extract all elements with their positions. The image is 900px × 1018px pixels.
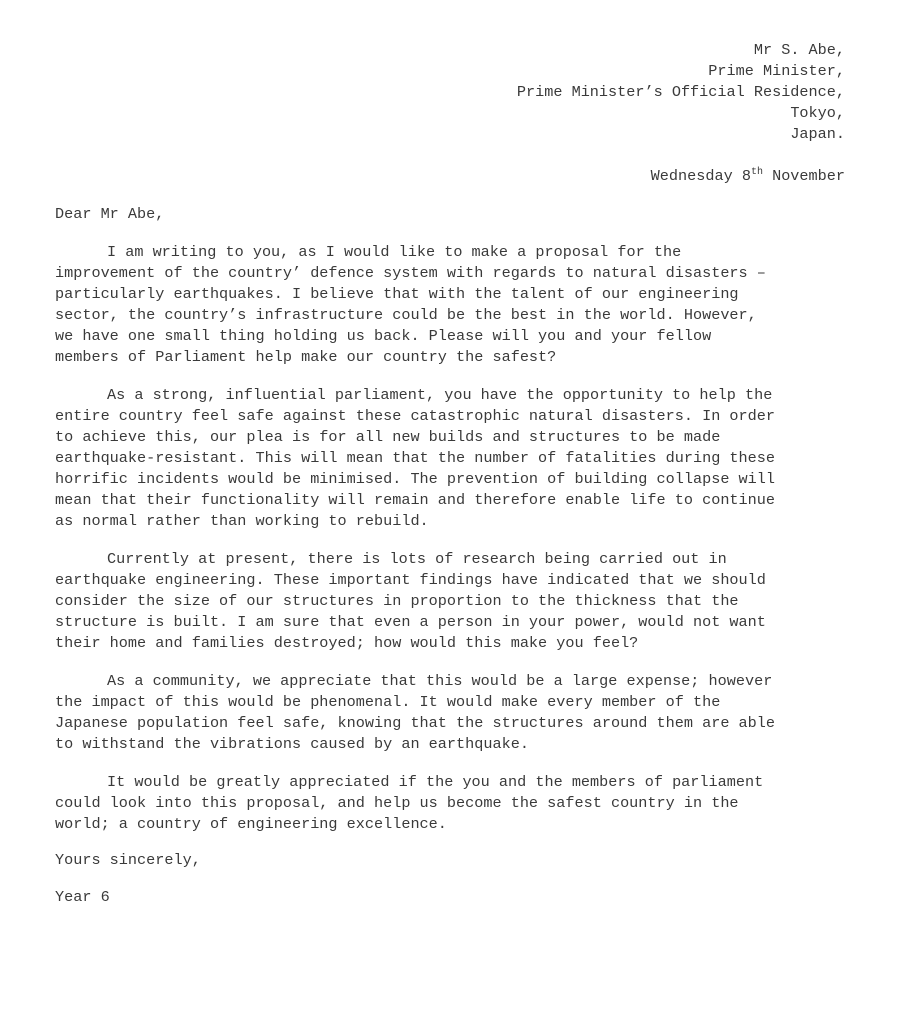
- paragraph-line: I am writing to you, as I would like to make a proposal for the: [107, 243, 682, 261]
- date-day: 8: [741, 167, 751, 185]
- paragraph-line: could look into this proposal, and help us become the safest country in the: [55, 794, 739, 812]
- paragraph-line: the impact of this would be phenomenal. It would make every member of the: [55, 693, 721, 711]
- salutation: Dear Mr Abe,: [55, 205, 165, 223]
- paragraph-line: mean that their functionality will remain and therefore enable life to continue: [55, 491, 776, 509]
- paragraph-line: horrific incidents would be minimised. The prevention of building collapse will: [55, 470, 776, 488]
- date-month: November: [772, 167, 845, 185]
- paragraph-line: sector, the country’s infrastructure could be the best in the world. However,: [55, 306, 757, 324]
- paragraph-line: we have one small thing holding us back. Please will you and your fellow: [55, 327, 712, 345]
- letter-date: [55, 166, 845, 187]
- paragraph-line: As a strong, influential parliament, you have the opportunity to help the: [107, 386, 773, 404]
- body-paragraph-5: [55, 772, 845, 835]
- paragraph-line: entire country feel safe against these catastrophic natural disasters. In order: [55, 407, 776, 425]
- body-paragraph-4: [55, 671, 845, 755]
- signature: Year 6: [55, 888, 110, 906]
- paragraph-line: structure is built. I am sure that even a person in your power, would not want: [55, 613, 766, 631]
- paragraph-line: members of Parliament help make our country the safest?: [55, 348, 557, 366]
- paragraph-line: consider the size of our structures in proportion to the thickness that the: [55, 592, 739, 610]
- paragraph-line: improvement of the country’ defence system with regards to natural disasters –: [55, 264, 766, 282]
- paragraph-line: Currently at present, there is lots of research being carried out in: [107, 550, 727, 568]
- address-line-city: Tokyo,: [790, 104, 845, 122]
- date-weekday: Wednesday: [650, 167, 733, 185]
- address-line-name: Mr S. Abe,: [753, 41, 845, 59]
- body-paragraph-1: [55, 242, 845, 368]
- address-line-country: Japan.: [790, 125, 845, 143]
- address-line-title: Prime Minister,: [708, 62, 845, 80]
- paragraph-line: As a community, we appreciate that this would be a large expense; however: [107, 672, 773, 690]
- paragraph-line: earthquake engineering. These important findings have indicated that we should: [55, 571, 766, 589]
- paragraph-line: to achieve this, our plea is for all new builds and structures to be made: [55, 428, 721, 446]
- paragraph-line: earthquake-resistant. This will mean that the number of fatalities during these: [55, 449, 776, 467]
- paragraph-line: as normal rather than working to rebuild.: [55, 512, 429, 530]
- recipient-address: [55, 40, 845, 145]
- paragraph-line: It would be greatly appreciated if the you and the members of parliament: [107, 773, 764, 791]
- paragraph-line: their home and families destroyed; how would this make you feel?: [55, 634, 639, 652]
- date-ordinal-suffix: th: [750, 167, 763, 178]
- paragraph-line: world; a country of engineering excellence.: [55, 815, 447, 833]
- paragraph-line: to withstand the vibrations caused by an earthquake.: [55, 735, 529, 753]
- body-paragraph-3: [55, 549, 845, 654]
- body-paragraph-2: [55, 385, 845, 532]
- address-line-residence: Prime Minister’s Official Residence,: [516, 83, 845, 101]
- closing: Yours sincerely,: [55, 851, 201, 869]
- paragraph-line: Japanese population feel safe, knowing that the structures around them are able: [55, 714, 776, 732]
- paragraph-line: particularly earthquakes. I believe that with the talent of our engineering: [55, 285, 739, 303]
